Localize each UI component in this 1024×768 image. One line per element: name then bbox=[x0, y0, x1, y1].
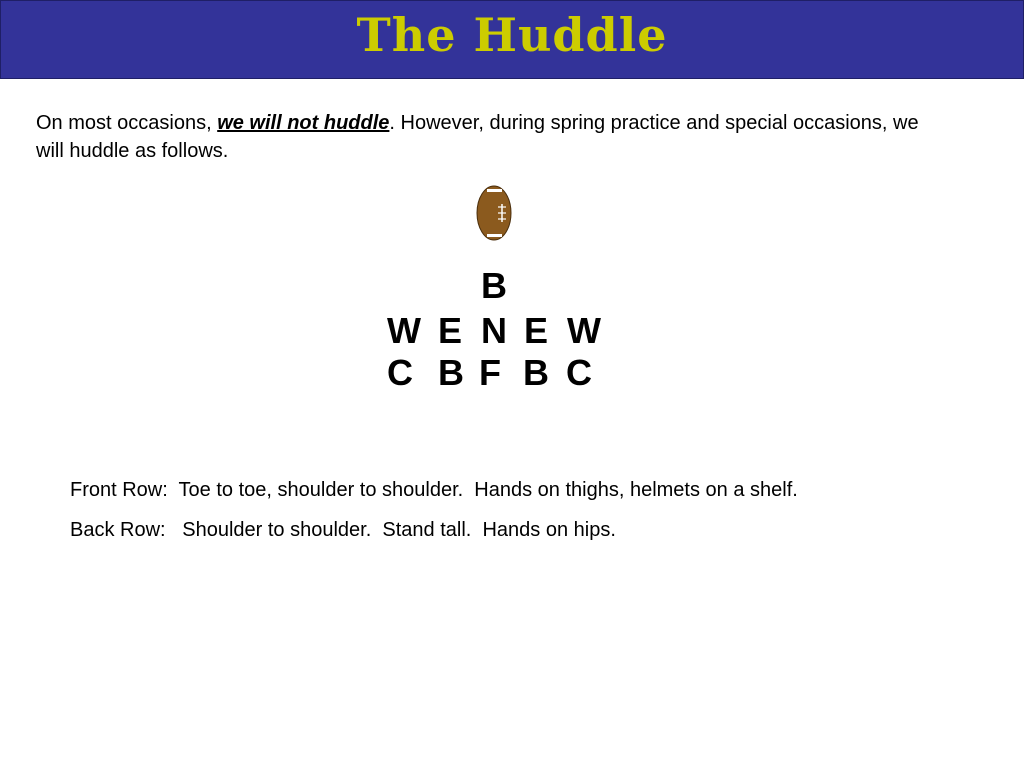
intro-emphasis: we will not huddle bbox=[217, 112, 390, 134]
player-back-1: C bbox=[387, 352, 413, 393]
player-b-top: B bbox=[481, 265, 507, 306]
formation-back-row bbox=[0, 353, 1024, 393]
back-row-description: Back Row: Shoulder to shoulder. Stand tall. Hands on hips. bbox=[70, 519, 616, 541]
player-front-3: N bbox=[481, 310, 507, 351]
player-front-2: E bbox=[437, 310, 462, 351]
slide-title: The Huddle bbox=[356, 8, 668, 62]
formation-front-row bbox=[0, 311, 1024, 351]
player-back-4: B bbox=[523, 352, 549, 393]
player-back-3: F bbox=[479, 352, 501, 393]
player-front-4: E bbox=[523, 310, 548, 351]
football-icon bbox=[476, 185, 512, 241]
intro-lead: On most occasions, bbox=[36, 112, 218, 134]
player-back-2: B bbox=[438, 352, 464, 393]
formation-top-row bbox=[0, 266, 1024, 306]
front-row-description: Front Row: Toe to toe, shoulder to shoulder. Hands on thighs, helmets on a shelf. bbox=[70, 479, 798, 501]
player-back-5: C bbox=[566, 352, 592, 393]
player-front-5: W bbox=[567, 310, 601, 351]
intro-rest: . However, during spring practice and special occasions, we will huddle as follows. bbox=[36, 112, 919, 162]
intro-paragraph bbox=[36, 109, 936, 165]
player-front-1: W bbox=[387, 310, 421, 351]
